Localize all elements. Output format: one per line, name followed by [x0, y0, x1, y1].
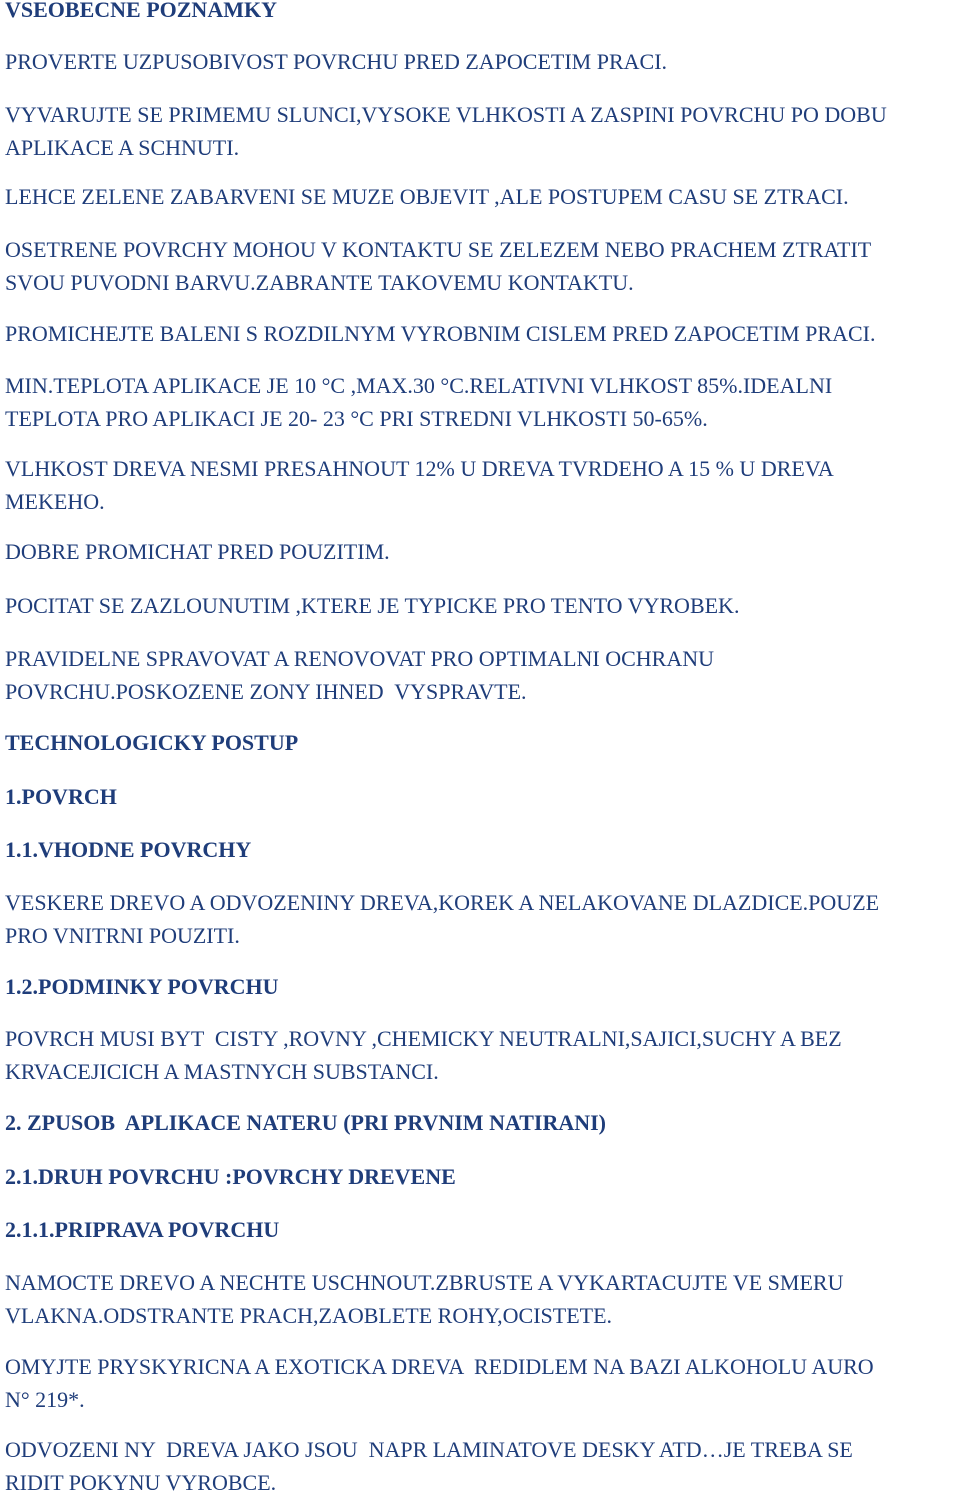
text-line: OSETRENE POVRCHY MOHOU V KONTAKTU SE ZELEZEM NEBO PRACHEM ZTRATIT — [5, 237, 872, 262]
text-line: POVRCH MUSI BYT CISTY ,ROVNY ,CHEMICKY NEUTRALNI,SAJICI,SUCHY A BEZ — [5, 1026, 842, 1051]
paragraph — [5, 886, 879, 952]
text-line: 2. ZPUSOB APLIKACE NATERU (PRI PRVNIM NATIRANI) — [5, 1110, 606, 1135]
paragraph — [5, 45, 667, 78]
text-line: 1.1.VHODNE POVRCHY — [5, 837, 252, 862]
section-heading — [5, 726, 298, 759]
paragraph — [5, 535, 390, 568]
paragraph — [5, 589, 739, 622]
paragraph — [5, 1433, 853, 1499]
text-line: 1.2.PODMINKY POVRCHU — [5, 974, 279, 999]
text-line: DOBRE PROMICHAT PRED POUZITIM. — [5, 539, 390, 564]
section-heading — [5, 1213, 279, 1246]
paragraph — [5, 642, 714, 708]
text-line: PROMICHEJTE BALENI S ROZDILNYM VYROBNIM CISLEM PRED ZAPOCETIM PRACI. — [5, 321, 876, 346]
text-line: KRVACEJICICH A MASTNYCH SUBSTANCI. — [5, 1059, 439, 1084]
section-heading — [5, 970, 279, 1003]
paragraph — [5, 317, 875, 350]
section-heading — [5, 1160, 456, 1193]
section-heading — [5, 833, 251, 866]
paragraph — [5, 369, 832, 435]
text-line: PROVERTE UZPUSOBIVOST POVRCHU PRED ZAPOCETIM PRACI. — [5, 49, 668, 74]
text-line: 2.1.1.PRIPRAVA POVRCHU — [5, 1217, 280, 1242]
text-line: VLHKOST DREVA NESMI PRESAHNOUT 12% U DREVA TVRDEHO A 15 % U DREVA — [5, 456, 834, 481]
text-line: 2.1.DRUH POVRCHU :POVRCHY DREVENE — [5, 1164, 456, 1189]
text-line: TEPLOTA PRO APLIKACI JE 20- 23 °C PRI STREDNI VLHKOSTI 50-65%. — [5, 406, 708, 431]
paragraph — [5, 180, 849, 213]
text-line: LEHCE ZELENE ZABARVENI SE MUZE OBJEVIT ,ALE POSTUPEM CASU SE ZTRACI. — [5, 184, 849, 209]
text-line: RIDIT POKYNU VYROBCE. — [5, 1470, 277, 1495]
section-heading — [5, 1106, 606, 1139]
section-heading — [5, 0, 277, 26]
text-line: 1.POVRCH — [5, 784, 117, 809]
paragraph — [5, 1022, 842, 1088]
text-line: APLIKACE A SCHNUTI. — [5, 135, 240, 160]
text-line: VSEOBECNE POZNAMKY — [5, 0, 277, 22]
text-line: PRO VNITRNI POUZITI. — [5, 923, 240, 948]
paragraph — [5, 98, 887, 164]
text-line: MIN.TEPLOTA APLIKACE JE 10 °C ,MAX.30 °C.RELATIVNI VLHKOST 85%.IDEALNI — [5, 373, 833, 398]
section-heading — [5, 780, 117, 813]
paragraph — [5, 452, 834, 518]
text-line: ODVOZENI NY DREVA JAKO JSOU NAPR LAMINATOVE DESKY ATD…JE TREBA SE — [5, 1437, 853, 1462]
text-line: VESKERE DREVO A ODVOZENINY DREVA,KOREK A NELAKOVANE DLAZDICE.POUZE — [5, 890, 880, 915]
paragraph — [5, 1350, 874, 1416]
text-line: VYVARUJTE SE PRIMEMU SLUNCI,VYSOKE VLHKOSTI A ZASPINI POVRCHU PO DOBU — [5, 102, 887, 127]
paragraph — [5, 233, 871, 299]
text-line: TECHNOLOGICKY POSTUP — [5, 730, 299, 755]
text-line: N° 219*. — [5, 1387, 85, 1412]
text-line: POVRCHU.POSKOZENE ZONY IHNED VYSPRAVTE. — [5, 679, 527, 704]
text-line: SVOU PUVODNI BARVU.ZABRANTE TAKOVEMU KONTAKTU. — [5, 270, 634, 295]
text-line: OMYJTE PRYSKYRICNA A EXOTICKA DREVA REDIDLEM NA BAZI ALKOHOLU AURO — [5, 1354, 874, 1379]
text-line: MEKEHO. — [5, 489, 105, 514]
text-line: VLAKNA.ODSTRANTE PRACH,ZAOBLETE ROHY,OCISTETE. — [5, 1303, 613, 1328]
paragraph — [5, 1266, 843, 1332]
text-line: NAMOCTE DREVO A NECHTE USCHNOUT.ZBRUSTE A VYKARTACUJTE VE SMERU — [5, 1270, 844, 1295]
text-line: POCITAT SE ZAZLOUNUTIM ,KTERE JE TYPICKE PRO TENTO VYROBEK. — [5, 593, 740, 618]
text-line: PRAVIDELNE SPRAVOVAT A RENOVOVAT PRO OPTIMALNI OCHRANU — [5, 646, 715, 671]
